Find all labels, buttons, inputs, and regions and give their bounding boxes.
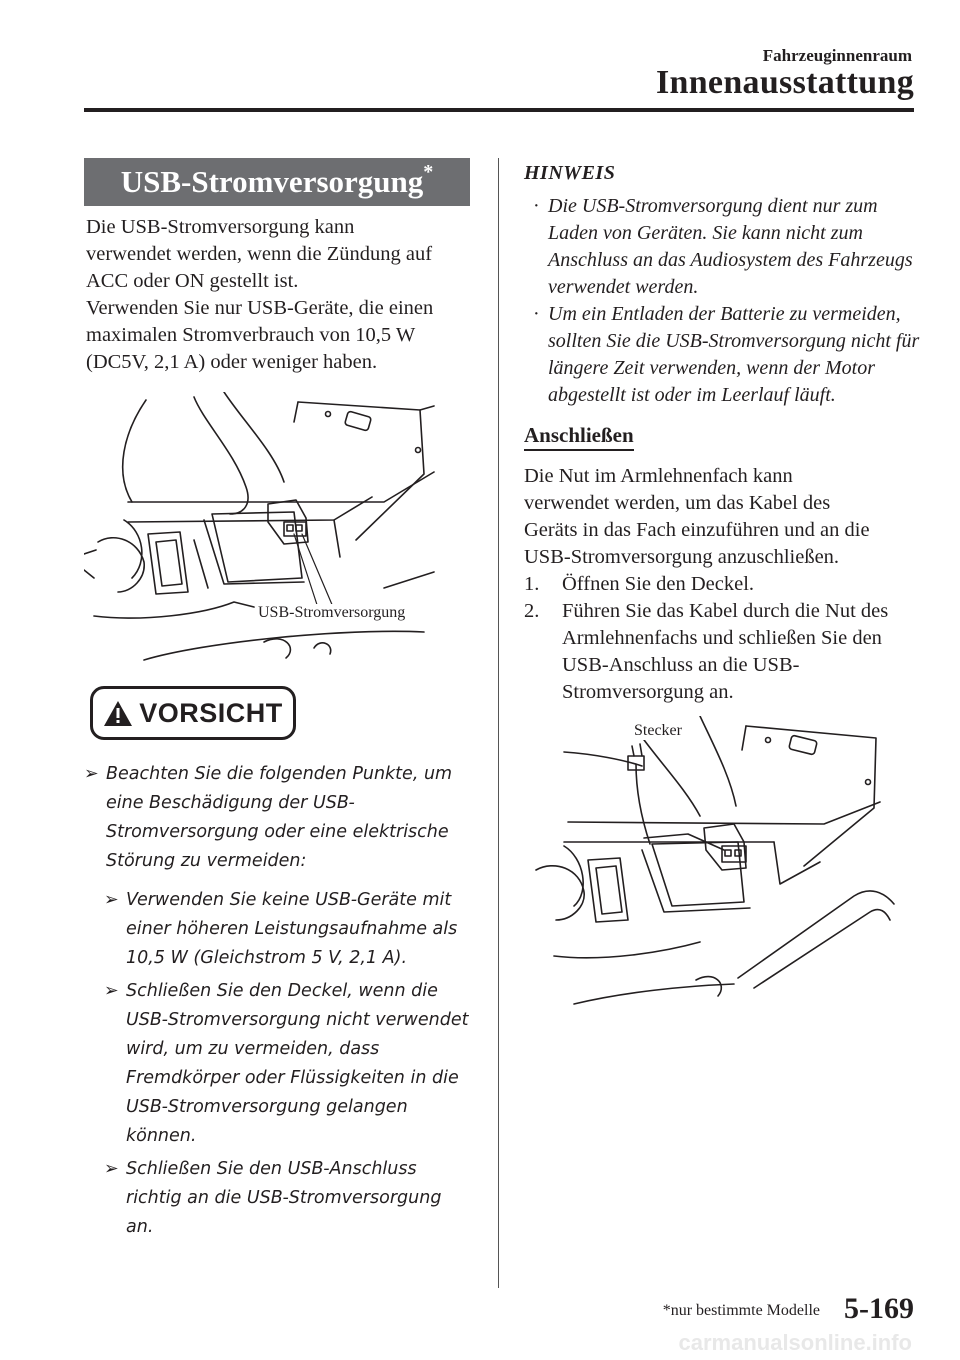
caution-badge xyxy=(90,686,296,740)
subsection-title: Anschließen xyxy=(524,423,634,451)
usb-power-label: USB-Stromversorgung xyxy=(258,604,406,621)
intro-text xyxy=(86,214,472,376)
page-number: 5-169 xyxy=(844,1292,914,1325)
watermark: carmanualsonline.info xyxy=(678,1330,912,1355)
figure-connect-plug xyxy=(524,716,924,1006)
warning-icon xyxy=(103,700,133,727)
arrow-bullet-icon: ➢ xyxy=(84,764,99,784)
step-number: 2. xyxy=(524,600,540,622)
connect-line: Geräts in das Fach einzuführen und an die xyxy=(524,519,870,541)
step-text: Führen Sie das Kabel durch die Nut des Armlehnenfachs und schließen Sie den USB-Anschluss an die USB-Stromversorgung an. xyxy=(562,600,889,703)
right-column xyxy=(524,158,924,1006)
note-list xyxy=(524,193,924,409)
header-rule xyxy=(84,108,914,112)
dot-bullet-icon: · xyxy=(533,195,540,217)
column-divider xyxy=(498,158,499,1288)
note-item xyxy=(524,193,924,301)
caution-subitem xyxy=(104,977,472,1151)
caution-subitem-text: Schließen Sie den USB-Anschluss richtig an die USB-Stromversorgung an. xyxy=(126,1159,442,1237)
caution-main-item xyxy=(84,760,472,876)
connect-line: Die Nut im Armlehnenfach kann xyxy=(524,465,793,487)
footnote: *nur bestimmte Modelle xyxy=(662,1302,820,1319)
chapter-title: Innenausstattung xyxy=(655,64,914,101)
caution-list xyxy=(84,760,472,1242)
step-item xyxy=(524,598,924,706)
note-title: HINWEIS xyxy=(524,162,616,184)
caution-subitem xyxy=(104,1155,472,1242)
intro-line: verwendet werden, wenn die Zündung auf xyxy=(86,243,433,265)
step-item xyxy=(524,571,924,598)
arrow-bullet-icon: ➢ xyxy=(104,981,119,1001)
note-item-text: Um ein Entladen der Batterie zu vermeiden, sollten Sie die USB-Stromversorgung nicht für längere Zeit verwenden, wenn der Motor abgestellt ist oder im Leerlauf läuft. xyxy=(548,303,920,406)
section-title-text: USB-Stromversorgung xyxy=(120,164,424,199)
caution-subitem xyxy=(104,886,472,973)
figure-usb-location xyxy=(84,392,472,662)
intro-line: ACC oder ON gestellt ist. xyxy=(86,270,299,292)
connect-line: verwendet werden, um das Kabel des xyxy=(524,492,831,514)
intro-line: Verwenden Sie nur USB-Geräte, die einen xyxy=(86,297,434,319)
model-marker: * xyxy=(423,161,434,183)
note-item xyxy=(524,301,924,409)
arrow-bullet-icon: ➢ xyxy=(104,890,119,910)
step-number: 1. xyxy=(524,573,540,595)
chapter-subtitle: Fahrzeuginnenraum xyxy=(762,46,912,65)
section-title xyxy=(84,158,470,206)
note-item-text: Die USB-Stromversorgung dient nur zum Laden von Geräten. Sie kann nicht zum Anschluss an das Audiosystem des Fahrzeugs verwendet werden. xyxy=(548,195,913,298)
dot-bullet-icon: · xyxy=(533,303,540,325)
left-column xyxy=(84,158,472,1246)
plug-label: Stecker xyxy=(634,722,682,739)
caution-subitem-text: Verwenden Sie keine USB-Geräte mit einer höheren Leistungsaufnahme als 10,5 W (Gleichstrom 5 V, 2,1 A). xyxy=(126,890,458,968)
caution-main-text: Beachten Sie die folgenden Punkte, um eine Beschädigung der USB-Stromversorgung oder eine elektrische Störung zu vermeiden: xyxy=(106,764,453,871)
plug-illustration xyxy=(524,716,924,1006)
step-text: Öffnen Sie den Deckel. xyxy=(562,573,755,595)
steps-list xyxy=(524,571,924,706)
intro-line: Die USB-Stromversorgung kann xyxy=(86,216,355,238)
caution-title: VORSICHT xyxy=(139,697,283,728)
intro-line: (DC5V, 2,1 A) oder weniger haben. xyxy=(86,351,378,373)
arrow-bullet-icon: ➢ xyxy=(104,1159,119,1179)
caution-subitems xyxy=(84,886,472,1242)
connect-text xyxy=(524,463,924,706)
connect-line: USB-Stromversorgung anzuschließen. xyxy=(524,546,840,568)
intro-line: maximalen Stromverbrauch von 10,5 W xyxy=(86,324,416,346)
caution-subitem-text: Schließen Sie den Deckel, wenn die USB-Stromversorgung nicht verwendet wird, um zu vermeiden, dass Fremdkörper oder Flüssigkeiten in die USB-Stromversorgung gelangen können. xyxy=(126,981,469,1146)
